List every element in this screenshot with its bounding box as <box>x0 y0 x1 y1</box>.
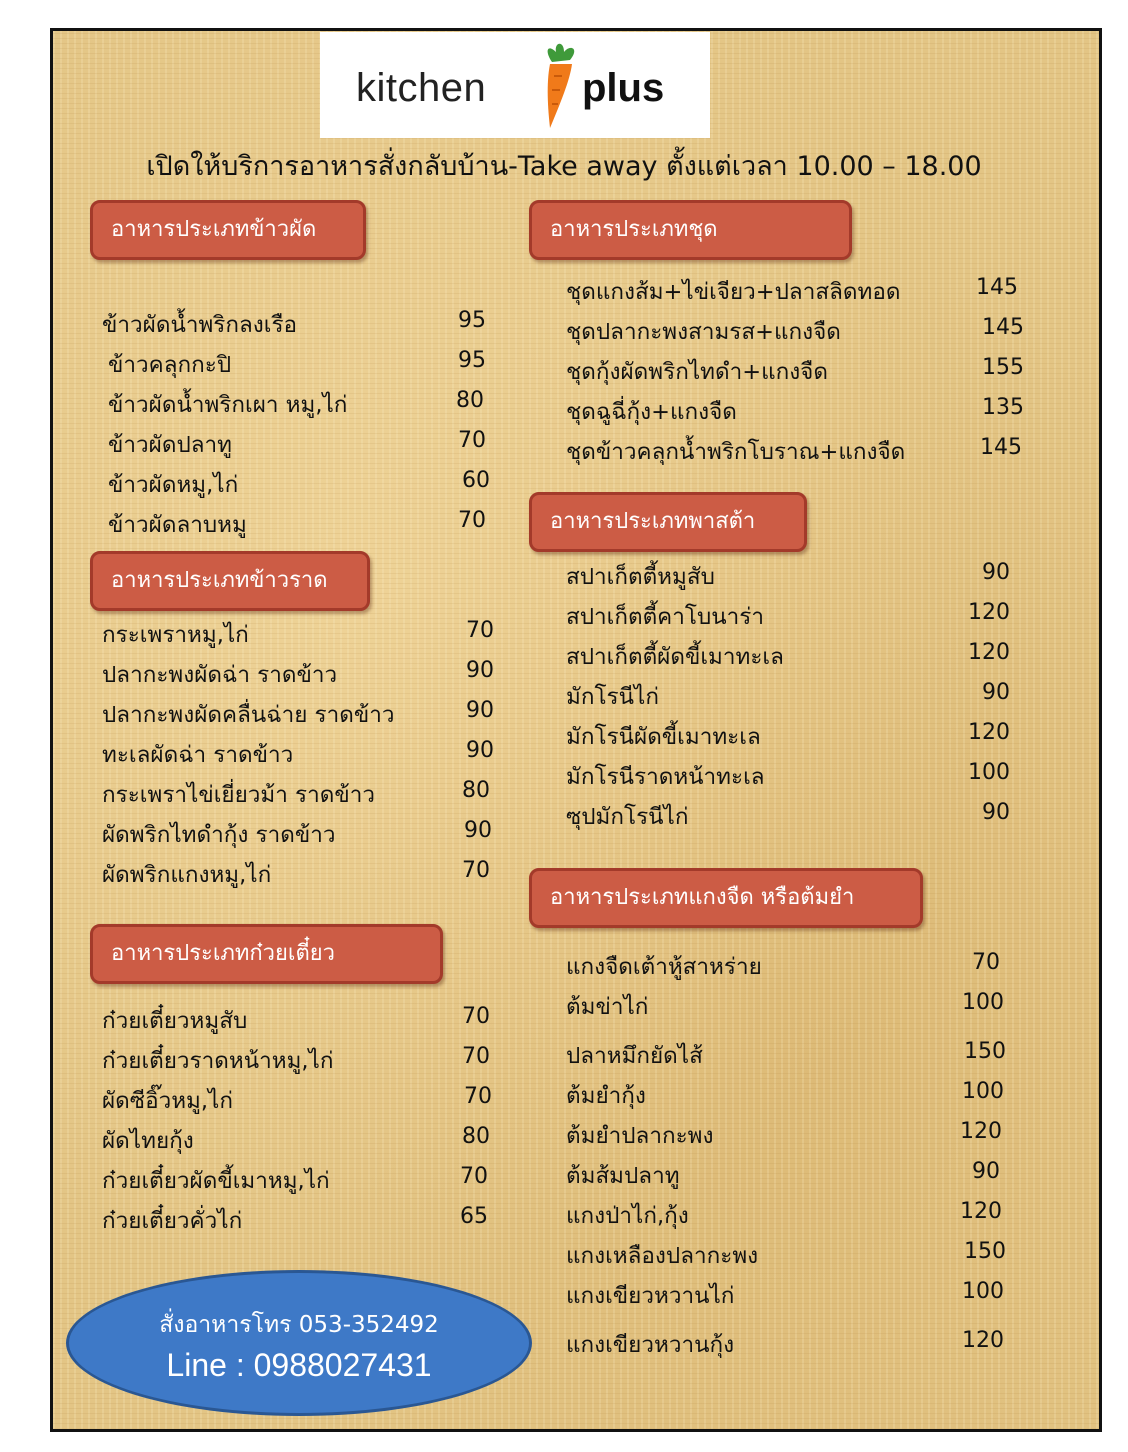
menu-item-price: 80 <box>456 388 484 413</box>
menu-item-name: แกงเขียวหวานกุ้ง <box>566 1332 735 1358</box>
contact-oval <box>66 1270 532 1416</box>
logo-text-kitchen: kitchen <box>356 66 487 110</box>
menu-item-price: 100 <box>962 1079 1004 1104</box>
menu-item-name: ปลากะพงผัดคลื่นฉ่าย ราดข้าว <box>102 702 395 728</box>
menu-item-name: แกงจืดเต้าหู้สาหร่าย <box>566 954 762 980</box>
menu-item-name: แกงเขียวหวานไก่ <box>566 1283 735 1309</box>
menu-item-price: 120 <box>968 600 1010 625</box>
menu-item-price: 90 <box>466 698 494 723</box>
menu-item-name: ก๋วยเตี๋ยวผัดขี้เมาหมู,ไก่ <box>102 1168 330 1194</box>
menu-item-name: ชุดกุ้งผัดพริกไทดำ+แกงจืด <box>566 359 828 385</box>
menu-item-price: 100 <box>962 990 1004 1015</box>
menu-item-price: 145 <box>976 275 1018 300</box>
menu-item-name: กระเพราไข่เยี่ยวม้า ราดข้าว <box>102 782 376 808</box>
section-header-fried-rice: อาหารประเภทข้าวผัด <box>90 200 366 260</box>
menu-item-name: ซุปมักโรนีไก่ <box>566 804 689 830</box>
menu-item-name: สปาเก็ตตี้หมูสับ <box>566 564 715 590</box>
section-header-pasta: อาหารประเภทพาสต้า <box>529 492 807 552</box>
menu-item-price: 70 <box>458 508 486 533</box>
menu-item-price: 100 <box>968 760 1010 785</box>
menu-item-name: ชุดปลากะพงสามรส+แกงจืด <box>566 319 841 345</box>
menu-item-name: ชุดแกงส้ม+ไข่เจียว+ปลาสลิดทอด <box>566 279 901 305</box>
menu-item-price: 70 <box>460 1164 488 1189</box>
menu-item-name: ก๋วยเตี๋ยวหมูสับ <box>102 1008 248 1034</box>
menu-item-name: ข้าวผัดน้ำพริกลงเรือ <box>102 312 298 338</box>
menu-item-name: ข้าวคลุกกะปิ <box>108 352 232 378</box>
menu-item-name: ข้าวผัดปลาทู <box>108 432 232 458</box>
menu-item-price: 90 <box>972 1159 1000 1184</box>
menu-item-price: 90 <box>466 658 494 683</box>
menu-item-price: 70 <box>466 618 494 643</box>
menu-item-price: 90 <box>982 560 1010 585</box>
menu-item-price: 95 <box>458 308 486 333</box>
menu-item-price: 65 <box>460 1204 488 1229</box>
menu-item-name: ปลากะพงผัดฉ่า ราดข้าว <box>102 662 338 688</box>
opening-hours-headline: เปิดให้บริการอาหารสั่งกลับบ้าน-Take away ตั้งแต่เวลา 10.00 – 18.00 <box>146 151 982 182</box>
menu-item-name: ก๋วยเตี๋ยวคั่วไก่ <box>102 1208 243 1234</box>
menu-item-name: ผัดซีอิ๊วหมู,ไก่ <box>102 1088 233 1114</box>
menu-item-price: 145 <box>982 315 1024 340</box>
menu-item-price: 120 <box>960 1119 1002 1144</box>
menu-item-price: 95 <box>458 348 486 373</box>
menu-item-price: 120 <box>968 640 1010 665</box>
menu-item-name: สปาเก็ตตี้ผัดขี้เมาทะเล <box>566 644 784 670</box>
menu-item-name: ผัดพริกแกงหมู,ไก่ <box>102 862 272 888</box>
menu-item-name: ผัดไทยกุ้ง <box>102 1128 194 1154</box>
menu-item-price: 100 <box>962 1279 1004 1304</box>
menu-item-name: ต้มยำกุ้ง <box>566 1083 646 1109</box>
order-phone: สั่งอาหารโทร 053-352492 <box>159 1312 439 1338</box>
menu-item-price: 90 <box>982 680 1010 705</box>
menu-item-name: ข้าวผัดน้ำพริกเผา หมู,ไก่ <box>108 392 348 418</box>
menu-item-name: ข้าวผัดลาบหมู <box>108 512 247 538</box>
menu-item-price: 80 <box>462 1124 490 1149</box>
menu-item-name: มักโรนีไก่ <box>566 684 659 710</box>
menu-item-price: 120 <box>968 720 1010 745</box>
carrot-icon <box>530 40 586 132</box>
menu-item-name: สปาเก็ตตี้คาโบนาร่า <box>566 604 764 630</box>
menu-item-name: ข้าวผัดหมู,ไก่ <box>108 472 239 498</box>
menu-item-price: 135 <box>982 395 1024 420</box>
menu-item-price: 90 <box>982 800 1010 825</box>
menu-item-price: 150 <box>964 1239 1006 1264</box>
menu-item-name: ทะเลผัดฉ่า ราดข้าว <box>102 742 294 768</box>
section-header-rice-topped: อาหารประเภทข้าวราด <box>90 551 370 611</box>
menu-item-price: 70 <box>462 1044 490 1069</box>
menu-item-name: มักโรนีผัดขี้เมาทะเล <box>566 724 761 750</box>
menu-item-name: ผัดพริกไทดำกุ้ง ราดข้าว <box>102 822 336 848</box>
section-header-noodles: อาหารประเภทก๋วยเตี๋ยว <box>90 924 443 984</box>
menu-item-name: มักโรนีราดหน้าทะเล <box>566 764 765 790</box>
menu-item-name: ต้มยำปลากะพง <box>566 1123 714 1149</box>
menu-item-price: 70 <box>462 858 490 883</box>
menu-item-name: ต้มส้มปลาทู <box>566 1163 680 1189</box>
kitchen-plus-logo <box>320 32 710 138</box>
line-contact: Line : 0988027431 <box>166 1347 432 1383</box>
menu-item-name: กระเพราหมู,ไก่ <box>102 622 249 648</box>
menu-item-price: 120 <box>962 1328 1004 1353</box>
menu-item-name: ก๋วยเตี๋ยวราดหน้าหมู,ไก่ <box>102 1048 334 1074</box>
logo-text-plus: plus <box>582 66 665 110</box>
menu-item-price: 70 <box>462 1004 490 1029</box>
menu-item-name: ปลาหมึกยัดไส้ <box>566 1043 703 1069</box>
section-header-soups: อาหารประเภทแกงจืด หรือต้มยำ <box>529 868 923 928</box>
menu-item-price: 120 <box>960 1199 1002 1224</box>
menu-item-price: 70 <box>458 428 486 453</box>
menu-item-name: ชุดข้าวคลุกน้ำพริกโบราณ+แกงจืด <box>566 439 906 465</box>
menu-item-price: 155 <box>982 355 1024 380</box>
menu-item-price: 60 <box>462 468 490 493</box>
menu-item-price: 90 <box>466 738 494 763</box>
menu-item-name: ต้มข่าไก่ <box>566 994 649 1020</box>
menu-item-price: 90 <box>464 818 492 843</box>
menu-item-name: แกงเหลืองปลากะพง <box>566 1243 759 1269</box>
menu-item-name: แกงป่าไก่,กุ้ง <box>566 1203 689 1229</box>
menu-item-price: 80 <box>462 778 490 803</box>
menu-item-price: 150 <box>964 1039 1006 1064</box>
menu-item-price: 145 <box>980 435 1022 460</box>
menu-item-price: 70 <box>972 950 1000 975</box>
menu-item-name: ชุดฉูฉี่กุ้ง+แกงจืด <box>566 399 737 425</box>
section-header-sets: อาหารประเภทชุด <box>529 200 852 260</box>
menu-item-price: 70 <box>464 1084 492 1109</box>
